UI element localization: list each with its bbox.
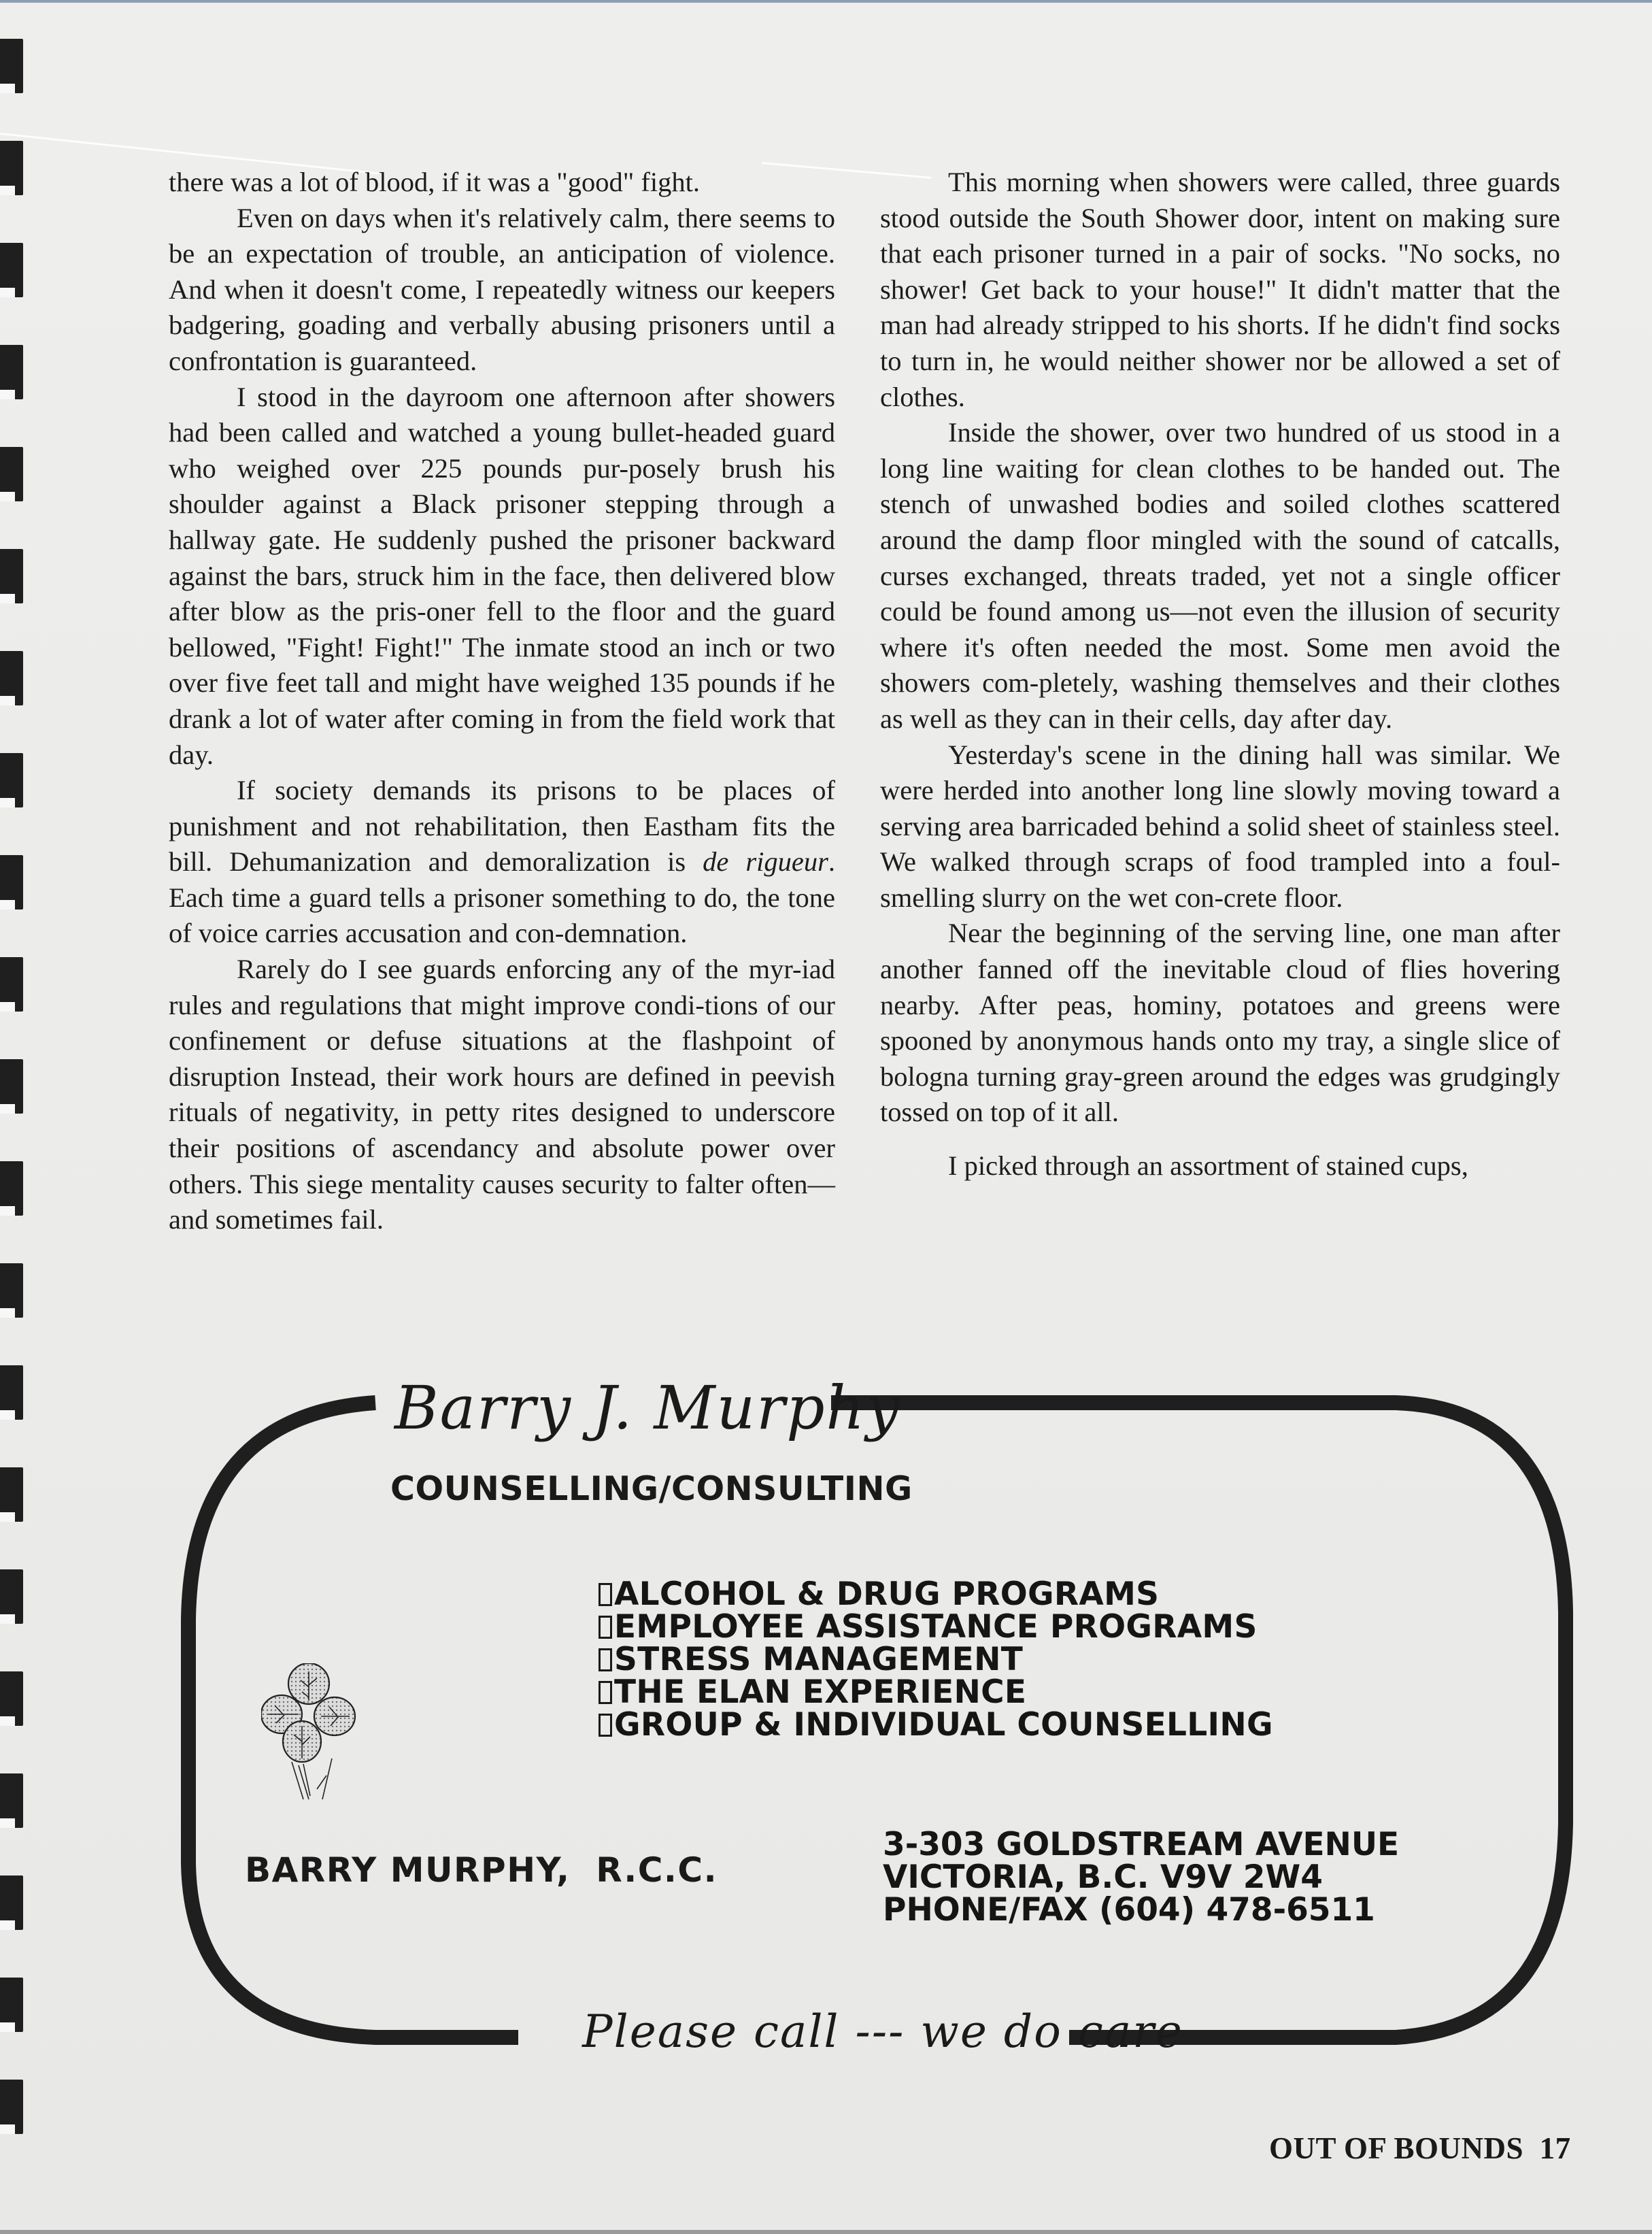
paragraph: I stood in the dayroom one afternoon after showers had been called and watched a young bullet-headed guard who weighed over 225 pounds pur-posely brush his shoulder against a Black prisoner stepping through a hallway gate. He suddenly pushed the prisoner backward against the bars, struck him in the face, then delivered blow after blow as the pris-oner fell to the floor and the guard bellowed, "Fight! Fight!" The inmate stood an inch or two over five feet tall and might have weighed 135 pounds if he drank a lot of water after coming in from the field work that day.	[169, 381, 835, 770]
binding-tab	[0, 1671, 23, 1726]
service-label: STRESS MANAGEMENT	[614, 1641, 1024, 1678]
service-item	[599, 1673, 1273, 1711]
checkbox-square-icon	[599, 1681, 612, 1704]
checkbox-square-icon	[599, 1648, 612, 1671]
paragraph: there was a lot of blood, if it was a "good" fight.	[169, 167, 701, 197]
paragraph: I picked through an assortment of stained cups,	[948, 1150, 1468, 1182]
binding-tab	[0, 1875, 23, 1930]
italic-phrase: de rigueur	[703, 846, 828, 878]
paragraph-text: If society demands its prisons to be places of punishment and not rehabilitation, then Eastham fits the bill. Dehumanization and demoralization is	[169, 775, 835, 878]
binding-tab	[0, 957, 23, 1012]
paragraph	[169, 773, 835, 952]
ad-tagline: Please call --- we do care	[582, 2005, 1183, 2058]
binding-tab	[0, 753, 23, 807]
checkbox-square-icon	[599, 1583, 612, 1606]
service-item	[599, 1641, 1273, 1678]
binding-tab	[0, 1161, 23, 1216]
binding-tab	[0, 1569, 23, 1624]
paragraph: Even on days when it's relatively calm, there seems to be an expectation of trouble, an anticipation of violence. And when it doesn't come, I repeatedly witness our keepers badgering, goading and verbally abusing prisoners until a confrontation is guaranteed.	[169, 202, 835, 376]
address-line: VICTORIA, B.C. V9V 2W4	[883, 1858, 1323, 1896]
binding-tab	[0, 1365, 23, 1420]
binding-tab	[0, 39, 23, 93]
checkbox-square-icon	[599, 1616, 612, 1639]
phone-fax-line: PHONE/FAX (604) 478-6511	[883, 1891, 1375, 1929]
binding-tab	[0, 651, 23, 705]
contact-address	[883, 1826, 1400, 1929]
article-left-column	[169, 165, 835, 1238]
services-list	[599, 1576, 1273, 1744]
binding-tab	[0, 1467, 23, 1522]
page-number: 17	[1539, 2131, 1571, 2165]
ad-subtitle: COUNSELLING/CONSULTING	[390, 1469, 913, 1508]
paragraph: Yesterday's scene in the dining hall was similar. We were herded into another long line slowly moving toward a serving area barricaded behind a solid sheet of stainless steel. We walked through scraps of food trampled into a foul-smelling slurry on the wet con-crete floor.	[880, 739, 1560, 913]
address-line: 3-303 GOLDSTREAM AVENUE	[883, 1826, 1400, 1863]
service-label: GROUP & INDIVIDUAL COUNSELLING	[614, 1706, 1273, 1744]
article-right-column	[880, 165, 1560, 1184]
binding-tab	[0, 345, 23, 399]
service-label: EMPLOYEE ASSISTANCE PROGRAMS	[614, 1608, 1258, 1646]
service-item	[599, 1578, 1273, 1611]
publication-name: OUT OF BOUNDS	[1269, 2131, 1524, 2165]
counsellor-name: BARRY MURPHY, R.C.C.	[245, 1850, 718, 1890]
binding-tab	[0, 1263, 23, 1318]
paragraph-text: . Each time a guard tells a prisoner something to do, the tone of voice carries accusation and con-demnation.	[169, 846, 835, 949]
paragraph: Inside the shower, over two hundred of us stood in a long line waiting for clean clothes to be handed out. The stench of unwashed bodies and soiled clothes scattered around the damp floor mingled with the sound of catcalls, curses exchanged, threats traded, yet not a single officer could be found among us—not even the illusion of security where it's often needed the most. Some men avoid the showers com-pletely, washing themselves and their clothes as well as they can in their cells, day after day.	[880, 417, 1560, 734]
binding-tab	[0, 855, 23, 910]
binding-tab	[0, 2080, 23, 2134]
page-top-edge	[0, 0, 1652, 3]
binding-tab	[0, 1978, 23, 2032]
paragraph: This morning when showers were called, three guards stood outside the South Shower door, intent on making sure that each prisoner turned in a pair of socks. "No socks, no shower! Get back to your house!" It didn't matter that the man had already stripped to his shorts. If he didn't find socks to turn in, he would neither shower nor be allowed a set of clothes.	[880, 167, 1560, 412]
binding-tab	[0, 243, 23, 297]
binding-tab	[0, 141, 23, 195]
service-label: ALCOHOL & DRUG PROGRAMS	[614, 1576, 1160, 1613]
checkbox-square-icon	[599, 1714, 612, 1737]
page-footer	[1269, 2131, 1571, 2166]
four-leaf-clover-icon	[261, 1663, 356, 1813]
counselling-advertisement	[178, 1373, 1578, 2065]
binding-tab	[0, 1773, 23, 1828]
binding-tab	[0, 549, 23, 603]
service-item	[599, 1706, 1273, 1744]
paragraph: Rarely do I see guards enforcing any of the myr-iad rules and regulations that might improve condi-tions of our confinement or defuse situations at the flashpoint of disruption Instead, their work hours are defined in peevish rituals of negativity, in petty rites designed to underscore their positions of ascendancy and absolute power over others. This siege mentality causes security to falter often—and sometimes fail.	[169, 954, 835, 1235]
paragraph: Near the beginning of the serving line, one man after another fanned off the inevitable cloud of flies hovering nearby. After peas, hominy, potatoes and greens were spooned by anonymous hands onto my tray, a single slice of bologna turning gray-green around the edges was grudgingly tossed on top of it all.	[880, 918, 1560, 1128]
page-bottom-edge	[0, 2230, 1652, 2234]
binding-tab	[0, 1059, 23, 1114]
service-item	[599, 1608, 1273, 1646]
ad-title: Barry J. Murphy	[394, 1373, 901, 1443]
service-label: THE ELAN EXPERIENCE	[614, 1673, 1027, 1711]
binding-tab	[0, 447, 23, 501]
